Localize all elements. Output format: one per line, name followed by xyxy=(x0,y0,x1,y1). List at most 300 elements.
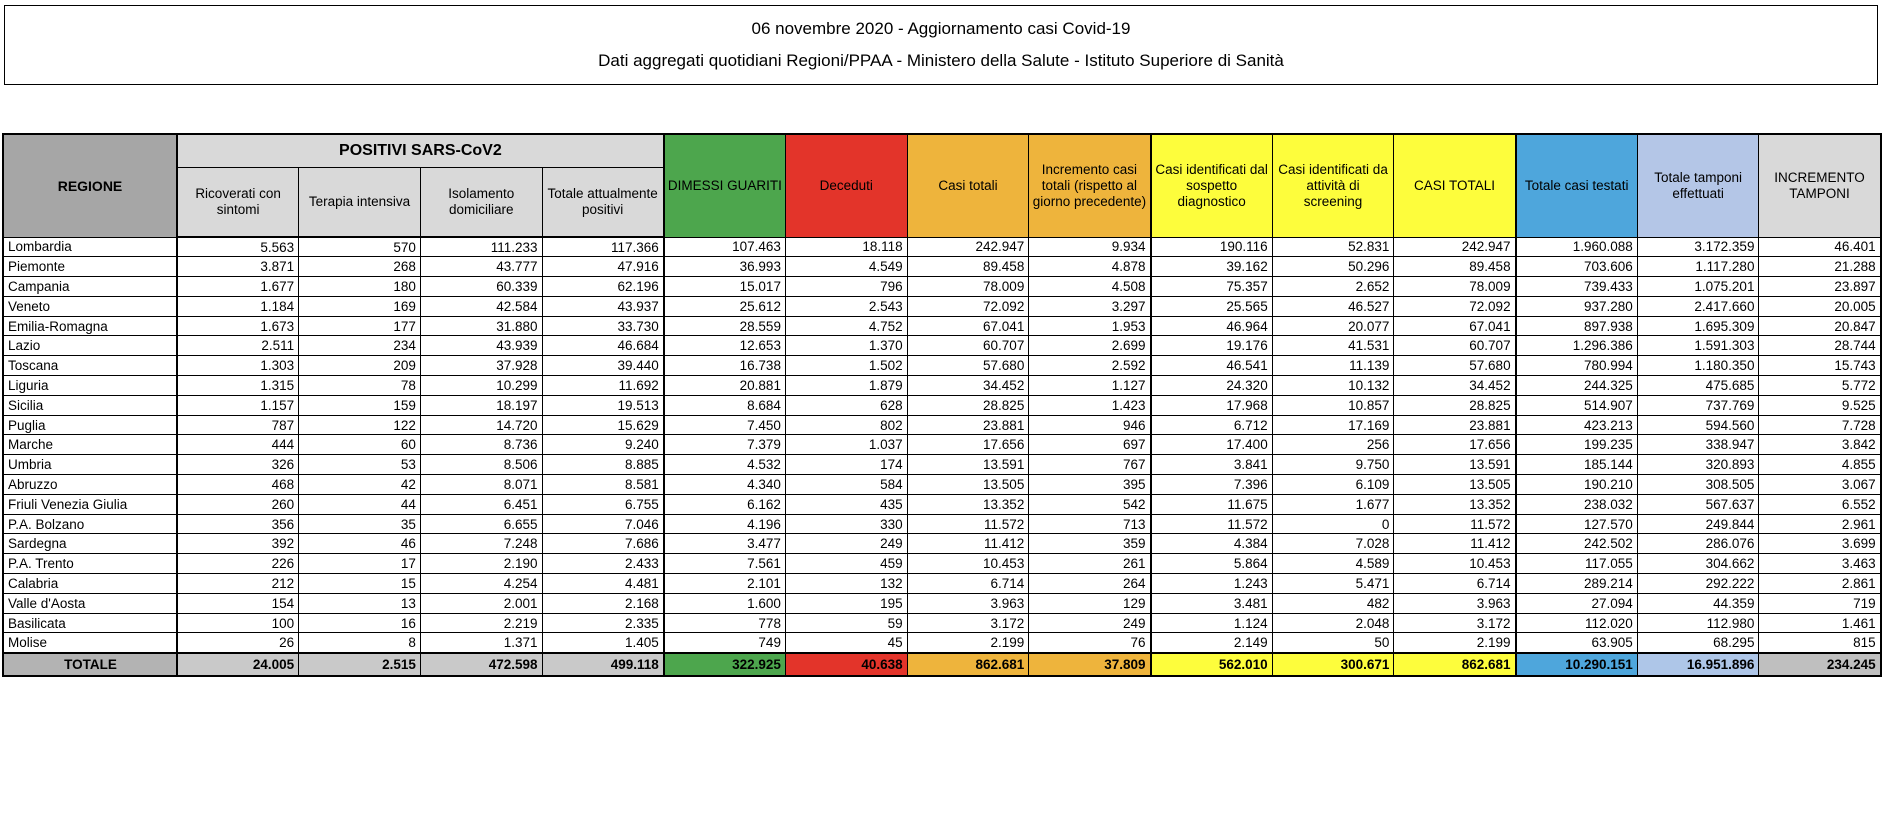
cell: 11.412 xyxy=(907,534,1029,554)
cell: 117.055 xyxy=(1516,554,1638,574)
cell: 1.677 xyxy=(177,277,299,297)
cell: 17 xyxy=(299,554,421,574)
cell: 52.831 xyxy=(1272,237,1394,257)
cell: 2.168 xyxy=(542,593,664,613)
cell: 14.720 xyxy=(420,415,542,435)
cell: 46.684 xyxy=(542,336,664,356)
cell: 326 xyxy=(177,455,299,475)
totale-cell: 2.515 xyxy=(299,653,421,676)
cell: 542 xyxy=(1029,494,1151,514)
cell: 199.235 xyxy=(1516,435,1638,455)
cell: 3.871 xyxy=(177,257,299,277)
title-box xyxy=(4,5,1878,85)
region-name: Umbria xyxy=(3,455,177,475)
cell: 719 xyxy=(1759,593,1881,613)
region-name: P.A. Bolzano xyxy=(3,514,177,534)
cell: 242.947 xyxy=(1394,237,1516,257)
cell: 292.222 xyxy=(1637,574,1759,594)
cell: 53 xyxy=(299,455,421,475)
cell: 3.297 xyxy=(1029,296,1151,316)
cell: 4.384 xyxy=(1151,534,1273,554)
cell: 15.629 xyxy=(542,415,664,435)
table-row xyxy=(3,534,1881,554)
cell: 749 xyxy=(664,633,786,653)
table-row xyxy=(3,415,1881,435)
cell: 2.543 xyxy=(785,296,907,316)
cell: 2.592 xyxy=(1029,356,1151,376)
region-name: Veneto xyxy=(3,296,177,316)
cell: 50 xyxy=(1272,633,1394,653)
cell: 1.960.088 xyxy=(1516,237,1638,257)
cell: 3.699 xyxy=(1759,534,1881,554)
region-name: Liguria xyxy=(3,376,177,396)
cell: 72.092 xyxy=(907,296,1029,316)
cell: 6.712 xyxy=(1151,415,1273,435)
cell: 2.335 xyxy=(542,613,664,633)
cell: 1.370 xyxy=(785,336,907,356)
cell: 26 xyxy=(177,633,299,653)
cell: 8.506 xyxy=(420,455,542,475)
cell: 9.934 xyxy=(1029,237,1151,257)
cell: 1.405 xyxy=(542,633,664,653)
cell: 7.028 xyxy=(1272,534,1394,554)
cell: 4.254 xyxy=(420,574,542,594)
cell: 320.893 xyxy=(1637,455,1759,475)
cell: 78.009 xyxy=(1394,277,1516,297)
column-header-tamponi: Totale tamponi effettuati xyxy=(1637,134,1759,237)
cell: 13.591 xyxy=(1394,455,1516,475)
cell: 68.295 xyxy=(1637,633,1759,653)
cell: 2.001 xyxy=(420,593,542,613)
column-header-terapia-intensiva: Terapia intensiva xyxy=(299,167,421,237)
column-header-casi-totali: Casi totali xyxy=(907,134,1029,237)
cell: 63.905 xyxy=(1516,633,1638,653)
region-name: Basilicata xyxy=(3,613,177,633)
cell: 3.963 xyxy=(1394,593,1516,613)
cell: 129 xyxy=(1029,593,1151,613)
cell: 27.094 xyxy=(1516,593,1638,613)
title-line-1: 06 novembre 2020 - Aggiornamento casi Covid-19 xyxy=(751,19,1131,38)
cell: 28.559 xyxy=(664,316,786,336)
region-name: Lombardia xyxy=(3,237,177,257)
cell: 260 xyxy=(177,494,299,514)
cell: 212 xyxy=(177,574,299,594)
cell: 703.606 xyxy=(1516,257,1638,277)
cell: 359 xyxy=(1029,534,1151,554)
cell: 46.541 xyxy=(1151,356,1273,376)
cell: 24.320 xyxy=(1151,376,1273,396)
cell: 89.458 xyxy=(907,257,1029,277)
cell: 3.172.359 xyxy=(1637,237,1759,257)
cell: 20.881 xyxy=(664,376,786,396)
cell: 39.162 xyxy=(1151,257,1273,277)
cell: 13.352 xyxy=(907,494,1029,514)
table-row xyxy=(3,514,1881,534)
cell: 12.653 xyxy=(664,336,786,356)
cell: 15.017 xyxy=(664,277,786,297)
cell: 42.584 xyxy=(420,296,542,316)
cell: 13.352 xyxy=(1394,494,1516,514)
cell: 111.233 xyxy=(420,237,542,257)
cell: 8 xyxy=(299,633,421,653)
cell: 23.881 xyxy=(907,415,1029,435)
cell: 44.359 xyxy=(1637,593,1759,613)
cell: 16 xyxy=(299,613,421,633)
cell: 78.009 xyxy=(907,277,1029,297)
cell: 19.513 xyxy=(542,395,664,415)
cell: 41.531 xyxy=(1272,336,1394,356)
cell: 122 xyxy=(299,415,421,435)
cell: 1.461 xyxy=(1759,613,1881,633)
cell: 11.692 xyxy=(542,376,664,396)
region-name: Toscana xyxy=(3,356,177,376)
cell: 11.572 xyxy=(1394,514,1516,534)
cell: 6.451 xyxy=(420,494,542,514)
table-row xyxy=(3,277,1881,297)
cell: 1.371 xyxy=(420,633,542,653)
cell: 43.937 xyxy=(542,296,664,316)
cell: 3.477 xyxy=(664,534,786,554)
cell: 21.288 xyxy=(1759,257,1881,277)
cell: 10.857 xyxy=(1272,395,1394,415)
cell: 8.581 xyxy=(542,475,664,495)
table-row xyxy=(3,475,1881,495)
totale-cell: 499.118 xyxy=(542,653,664,676)
region-name: Sardegna xyxy=(3,534,177,554)
totale-cell: 300.671 xyxy=(1272,653,1394,676)
cell: 514.907 xyxy=(1516,395,1638,415)
cell: 1.600 xyxy=(664,593,786,613)
cell: 177 xyxy=(299,316,421,336)
cell: 3.172 xyxy=(1394,613,1516,633)
cell: 4.878 xyxy=(1029,257,1151,277)
cell: 13.505 xyxy=(907,475,1029,495)
cell: 25.565 xyxy=(1151,296,1273,316)
cell: 802 xyxy=(785,415,907,435)
table-row xyxy=(3,554,1881,574)
cell: 46.964 xyxy=(1151,316,1273,336)
cell: 1.127 xyxy=(1029,376,1151,396)
cell: 3.067 xyxy=(1759,475,1881,495)
cell: 36.993 xyxy=(664,257,786,277)
cell: 78 xyxy=(299,376,421,396)
table-row xyxy=(3,395,1881,415)
cell: 195 xyxy=(785,593,907,613)
cell: 737.769 xyxy=(1637,395,1759,415)
region-name: Friuli Venezia Giulia xyxy=(3,494,177,514)
cell: 117.366 xyxy=(542,237,664,257)
table-row xyxy=(3,494,1881,514)
cell: 127.570 xyxy=(1516,514,1638,534)
cell: 356 xyxy=(177,514,299,534)
cell: 1.677 xyxy=(1272,494,1394,514)
column-header-deceduti: Deceduti xyxy=(785,134,907,237)
cell: 304.662 xyxy=(1637,554,1759,574)
cell: 567.637 xyxy=(1637,494,1759,514)
cell: 43.939 xyxy=(420,336,542,356)
cell: 39.440 xyxy=(542,356,664,376)
cell: 4.196 xyxy=(664,514,786,534)
cell: 100 xyxy=(177,613,299,633)
region-name: Molise xyxy=(3,633,177,653)
cell: 249 xyxy=(785,534,907,554)
cell: 112.020 xyxy=(1516,613,1638,633)
cell: 6.714 xyxy=(907,574,1029,594)
cell: 60.339 xyxy=(420,277,542,297)
cell: 395 xyxy=(1029,475,1151,495)
cell: 713 xyxy=(1029,514,1151,534)
table-row xyxy=(3,257,1881,277)
cell: 1.180.350 xyxy=(1637,356,1759,376)
totale-cell: 472.598 xyxy=(420,653,542,676)
cell: 5.471 xyxy=(1272,574,1394,594)
region-name: Sicilia xyxy=(3,395,177,415)
cell: 46.401 xyxy=(1759,237,1881,257)
cell: 1.243 xyxy=(1151,574,1273,594)
cell: 2.190 xyxy=(420,554,542,574)
cell: 15 xyxy=(299,574,421,594)
table-row xyxy=(3,296,1881,316)
cell: 482 xyxy=(1272,593,1394,613)
cell: 2.199 xyxy=(907,633,1029,653)
cell: 44 xyxy=(299,494,421,514)
totale-cell: 862.681 xyxy=(1394,653,1516,676)
cell: 13.591 xyxy=(907,455,1029,475)
cell: 10.453 xyxy=(1394,554,1516,574)
cell: 17.400 xyxy=(1151,435,1273,455)
cell: 15.743 xyxy=(1759,356,1881,376)
cell: 2.048 xyxy=(1272,613,1394,633)
cell: 185.144 xyxy=(1516,455,1638,475)
cell: 7.728 xyxy=(1759,415,1881,435)
cell: 57.680 xyxy=(907,356,1029,376)
table-row xyxy=(3,593,1881,613)
cell: 0 xyxy=(1272,514,1394,534)
cell: 11.412 xyxy=(1394,534,1516,554)
cell: 89.458 xyxy=(1394,257,1516,277)
cell: 37.928 xyxy=(420,356,542,376)
table-body xyxy=(3,237,1881,676)
cell: 107.463 xyxy=(664,237,786,257)
cell: 628 xyxy=(785,395,907,415)
cell: 46.527 xyxy=(1272,296,1394,316)
cell: 76 xyxy=(1029,633,1151,653)
table-row xyxy=(3,237,1881,257)
cell: 7.450 xyxy=(664,415,786,435)
cell: 75.357 xyxy=(1151,277,1273,297)
cell: 256 xyxy=(1272,435,1394,455)
column-header-incremento-tamponi: INCREMENTO TAMPONI xyxy=(1759,134,1881,237)
region-name: Abruzzo xyxy=(3,475,177,495)
cell: 796 xyxy=(785,277,907,297)
column-group-positivi: POSITIVI SARS-CoV2 xyxy=(177,134,664,167)
region-name: Calabria xyxy=(3,574,177,594)
cell: 18.197 xyxy=(420,395,542,415)
cell: 42 xyxy=(299,475,421,495)
cell: 33.730 xyxy=(542,316,664,336)
cell: 308.505 xyxy=(1637,475,1759,495)
cell: 4.752 xyxy=(785,316,907,336)
totale-cell: 16.951.896 xyxy=(1637,653,1759,676)
cell: 289.214 xyxy=(1516,574,1638,594)
cell: 2.652 xyxy=(1272,277,1394,297)
cell: 4.481 xyxy=(542,574,664,594)
cell: 19.176 xyxy=(1151,336,1273,356)
column-header-dimessi-guariti: DIMESSI GUARITI xyxy=(664,134,786,237)
cell: 174 xyxy=(785,455,907,475)
totale-cell: 37.809 xyxy=(1029,653,1151,676)
cell: 43.777 xyxy=(420,257,542,277)
cell: 25.612 xyxy=(664,296,786,316)
cell: 6.162 xyxy=(664,494,786,514)
cell: 10.299 xyxy=(420,376,542,396)
cell: 570 xyxy=(299,237,421,257)
cell: 1.953 xyxy=(1029,316,1151,336)
cell: 1.315 xyxy=(177,376,299,396)
cell: 9.240 xyxy=(542,435,664,455)
cell: 17.656 xyxy=(1394,435,1516,455)
cell: 4.532 xyxy=(664,455,786,475)
cell: 7.686 xyxy=(542,534,664,554)
cell: 23.897 xyxy=(1759,277,1881,297)
cell: 1.879 xyxy=(785,376,907,396)
cell: 5.864 xyxy=(1151,554,1273,574)
cell: 815 xyxy=(1759,633,1881,653)
cell: 6.552 xyxy=(1759,494,1881,514)
cell: 739.433 xyxy=(1516,277,1638,297)
cell: 8.071 xyxy=(420,475,542,495)
totale-cell: 40.638 xyxy=(785,653,907,676)
cell: 67.041 xyxy=(1394,316,1516,336)
cell: 47.916 xyxy=(542,257,664,277)
cell: 154 xyxy=(177,593,299,613)
cell: 169 xyxy=(299,296,421,316)
cell: 35 xyxy=(299,514,421,534)
cell: 226 xyxy=(177,554,299,574)
cell: 1.296.386 xyxy=(1516,336,1638,356)
cell: 2.961 xyxy=(1759,514,1881,534)
totale-label: TOTALE xyxy=(3,653,177,676)
cell: 2.199 xyxy=(1394,633,1516,653)
cell: 57.680 xyxy=(1394,356,1516,376)
cell: 6.714 xyxy=(1394,574,1516,594)
cell: 9.525 xyxy=(1759,395,1881,415)
cell: 72.092 xyxy=(1394,296,1516,316)
cell: 261 xyxy=(1029,554,1151,574)
region-name: Puglia xyxy=(3,415,177,435)
region-name: Marche xyxy=(3,435,177,455)
cell: 475.685 xyxy=(1637,376,1759,396)
table-row xyxy=(3,336,1881,356)
cell: 238.032 xyxy=(1516,494,1638,514)
cell: 1.423 xyxy=(1029,395,1151,415)
cell: 1.591.303 xyxy=(1637,336,1759,356)
cell: 423.213 xyxy=(1516,415,1638,435)
totale-cell: 234.245 xyxy=(1759,653,1881,676)
cell: 112.980 xyxy=(1637,613,1759,633)
cell: 264 xyxy=(1029,574,1151,594)
region-name: P.A. Trento xyxy=(3,554,177,574)
cell: 4.508 xyxy=(1029,277,1151,297)
cell: 16.738 xyxy=(664,356,786,376)
cell: 4.855 xyxy=(1759,455,1881,475)
cell: 67.041 xyxy=(907,316,1029,336)
cell: 937.280 xyxy=(1516,296,1638,316)
cell: 10.453 xyxy=(907,554,1029,574)
page xyxy=(0,5,1882,815)
column-header-ricoverati: Ricoverati con sintomi xyxy=(177,167,299,237)
cell: 2.149 xyxy=(1151,633,1273,653)
totale-cell: 24.005 xyxy=(177,653,299,676)
cell: 468 xyxy=(177,475,299,495)
table-row xyxy=(3,316,1881,336)
cell: 242.947 xyxy=(907,237,1029,257)
column-header-casi-testati: Totale casi testati xyxy=(1516,134,1638,237)
cell: 8.684 xyxy=(664,395,786,415)
cell: 23.881 xyxy=(1394,415,1516,435)
cell: 778 xyxy=(664,613,786,633)
cell: 5.563 xyxy=(177,237,299,257)
cell: 392 xyxy=(177,534,299,554)
cell: 1.695.309 xyxy=(1637,316,1759,336)
cell: 17.656 xyxy=(907,435,1029,455)
cell: 5.772 xyxy=(1759,376,1881,396)
cell: 338.947 xyxy=(1637,435,1759,455)
cell: 242.502 xyxy=(1516,534,1638,554)
cell: 1.124 xyxy=(1151,613,1273,633)
table-row xyxy=(3,633,1881,653)
cell: 7.561 xyxy=(664,554,786,574)
cell: 1.075.201 xyxy=(1637,277,1759,297)
cell: 46 xyxy=(299,534,421,554)
cell: 459 xyxy=(785,554,907,574)
cell: 897.938 xyxy=(1516,316,1638,336)
cell: 7.379 xyxy=(664,435,786,455)
cell: 59 xyxy=(785,613,907,633)
cell: 268 xyxy=(299,257,421,277)
cell: 8.885 xyxy=(542,455,664,475)
cell: 330 xyxy=(785,514,907,534)
cell: 190.116 xyxy=(1151,237,1273,257)
cell: 9.750 xyxy=(1272,455,1394,475)
cell: 50.296 xyxy=(1272,257,1394,277)
cell: 1.673 xyxy=(177,316,299,336)
cell: 8.736 xyxy=(420,435,542,455)
column-header-incremento-casi: Incremento casi totali (rispetto al giorno precedente) xyxy=(1029,134,1151,237)
cell: 2.433 xyxy=(542,554,664,574)
cell: 2.219 xyxy=(420,613,542,633)
cell: 7.046 xyxy=(542,514,664,534)
region-name: Valle d'Aosta xyxy=(3,593,177,613)
cell: 60.707 xyxy=(907,336,1029,356)
title-line-2: Dati aggregati quotidiani Regioni/PPAA - Ministero della Salute - Istituto Superiore di Sanità xyxy=(598,51,1284,70)
cell: 286.076 xyxy=(1637,534,1759,554)
cell: 17.169 xyxy=(1272,415,1394,435)
column-header-sospetto-diagnostico: Casi identificati dal sospetto diagnostico xyxy=(1151,134,1273,237)
cell: 3.172 xyxy=(907,613,1029,633)
region-name: Piemonte xyxy=(3,257,177,277)
cell: 10.132 xyxy=(1272,376,1394,396)
column-header-isolamento: Isolamento domiciliare xyxy=(420,167,542,237)
column-header-totale-positivi: Totale attualmente positivi xyxy=(542,167,664,237)
cell: 697 xyxy=(1029,435,1151,455)
cell: 1.037 xyxy=(785,435,907,455)
cell: 31.880 xyxy=(420,316,542,336)
cell: 4.549 xyxy=(785,257,907,277)
column-header-casi-totali-upper: CASI TOTALI xyxy=(1394,134,1516,237)
cell: 18.118 xyxy=(785,237,907,257)
cell: 62.196 xyxy=(542,277,664,297)
